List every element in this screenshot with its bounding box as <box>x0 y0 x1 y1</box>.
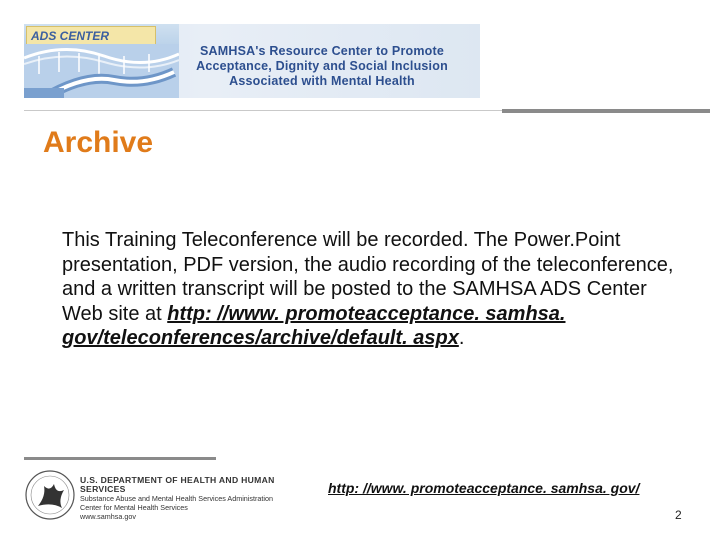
body-text: This Training Teleconference will be recorded. The Power.Point presentation, PDF version, the audio recording of the teleconference, and a written transcript will be posted to the SAMHSA ADS Center Web site at <box>62 229 674 325</box>
samhsa-agency: Substance Abuse and Mental Health Services Administration <box>80 494 273 503</box>
page-number: 2 <box>675 508 682 522</box>
header-divider-thin <box>24 110 502 111</box>
banner-line-1: SAMHSA's Resource Center to Promote <box>199 44 445 58</box>
bridge-illustration <box>24 24 179 98</box>
header-banner <box>24 24 480 98</box>
archive-link[interactable]: http: //www. promoteacceptance. samhsa. gov/teleconferences/archive/default. aspx <box>62 302 566 349</box>
body-end: . <box>458 327 465 349</box>
banner-line-3: Associated with Mental Health <box>229 74 415 88</box>
slide-title: Archive <box>43 126 154 159</box>
hhs-eagle-seal-icon <box>24 466 76 524</box>
bridge-icon <box>24 44 179 98</box>
banner-title <box>172 44 472 89</box>
footer-site-link[interactable]: http: //www. promoteacceptance. samhsa. gov/ <box>328 480 640 496</box>
samhsa-site: www.samhsa.gov <box>80 512 136 521</box>
banner-line-2: Acceptance, Dignity and Social Inclusion <box>196 59 448 73</box>
slide-body <box>62 228 687 351</box>
hhs-agency-block <box>80 476 308 521</box>
footer-divider-bar <box>24 457 216 460</box>
hhs-department: U.S. DEPARTMENT OF HEALTH AND HUMAN SERVICES <box>80 475 275 494</box>
header-divider-bar <box>502 109 710 113</box>
cmhs-center: Center for Mental Health Services <box>80 503 188 512</box>
ads-center-logo: ADS CENTER <box>26 26 156 46</box>
